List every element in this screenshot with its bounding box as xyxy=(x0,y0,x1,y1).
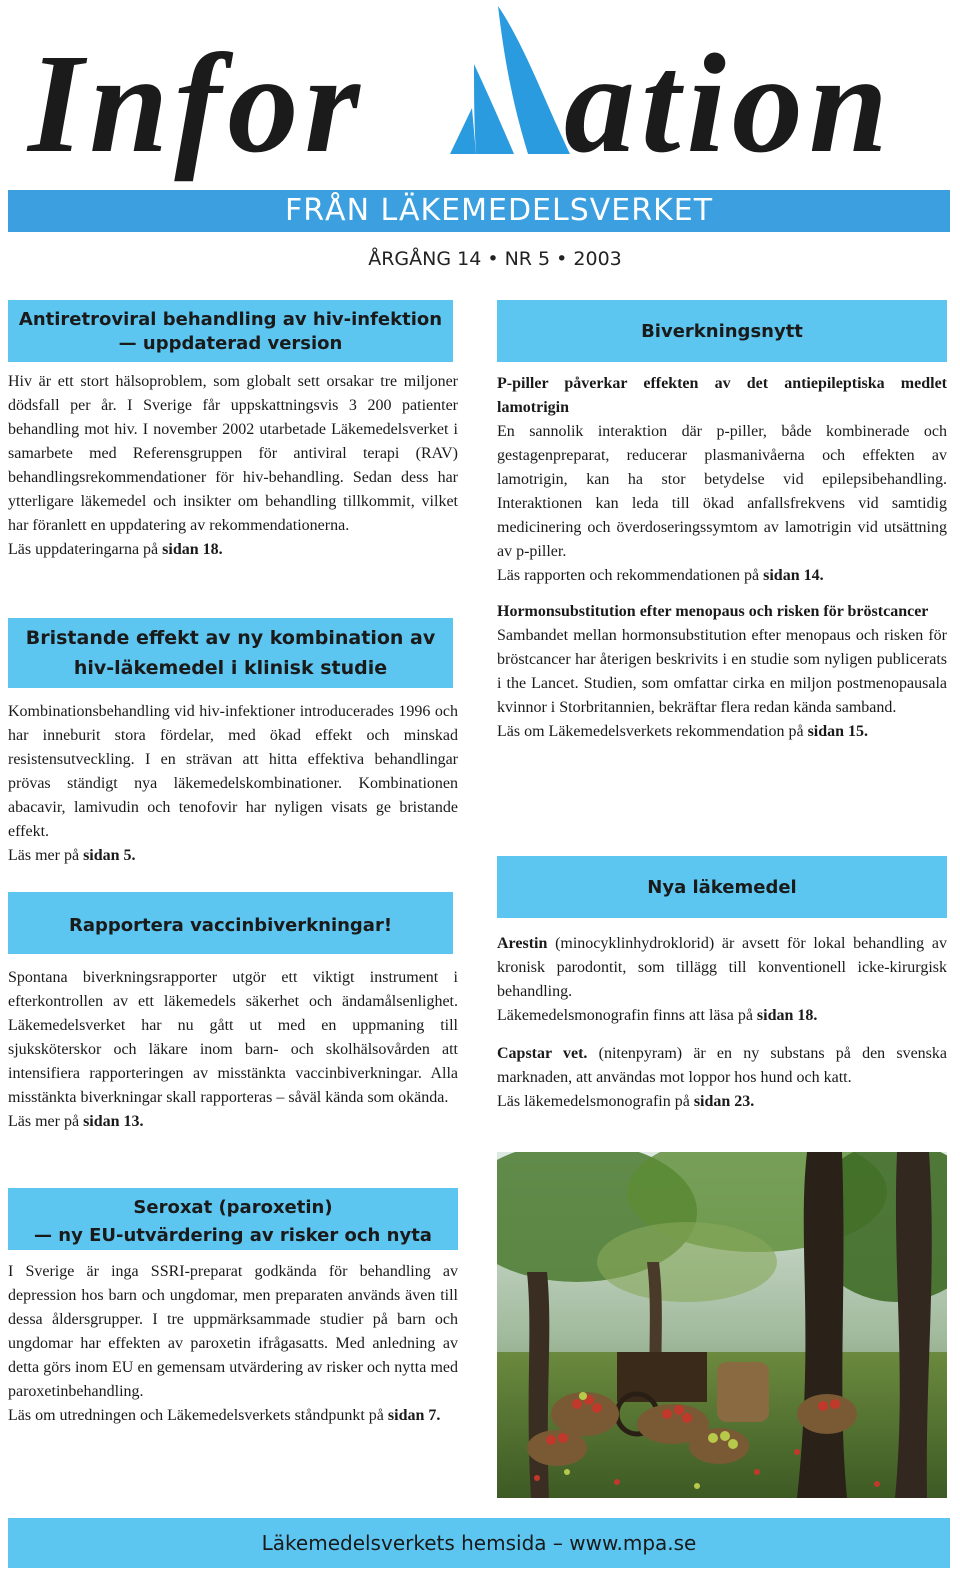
news-item-heading: Hormonsubstitution efter menopaus och risken för bröstcancer xyxy=(497,603,929,620)
article-title-line2: — ny EU-utvärdering av risker och nyta xyxy=(34,1225,432,1246)
article-body xyxy=(8,370,458,562)
drug-item xyxy=(497,932,947,1028)
page-ref-text: Läs mer på xyxy=(8,1113,84,1130)
news-item-heading: P-piller påverkar effekten av det antiepileptiska medlet lamotrigin xyxy=(497,375,947,416)
masthead xyxy=(0,0,960,190)
page-ref-text: Läs om utredningen och Läkemedelsverkets ståndpunkt på xyxy=(8,1407,388,1424)
issue-line: ÅRGÅNG 14 • NR 5 • 2003 xyxy=(368,248,622,270)
page-ref-link[interactable]: sidan 14. xyxy=(763,567,824,584)
section-nya-lakemedel xyxy=(497,856,947,1114)
page-ref-link[interactable]: sidan 18. xyxy=(756,1007,818,1024)
news-item-body: Sambandet mellan hormonsubstitution efter menopaus och risken för bröstcancer har återigen beskrivits i en studie som nyligen publicerats i the Lancet. Studien, som omfattar cirka en miljon postmenopausala kvinnor i Storbritannien, bekräftar flera redan kända samband. xyxy=(497,627,947,716)
page-ref-link[interactable]: sidan 7. xyxy=(387,1407,441,1424)
page-ref-link[interactable]: sidan 23. xyxy=(693,1093,755,1110)
page-ref-link[interactable]: sidan 15. xyxy=(807,723,869,740)
article-title-line2: hiv-läkemedel i klinisk studie xyxy=(73,657,388,679)
footer-website[interactable]: Läkemedelsverkets hemsida – www.mpa.se xyxy=(261,1531,697,1555)
section-title-box xyxy=(497,856,947,918)
page-ref-text: Läs om Läkemedelsverkets rekommendation på xyxy=(497,723,808,740)
drug-name: Capstar vet. xyxy=(497,1045,588,1062)
article-title-box xyxy=(8,618,453,688)
news-item xyxy=(497,372,947,588)
article-title-box xyxy=(8,1188,458,1250)
drug-description: (minocyklinhydroklorid) är avsett för lokal behandling av kronisk parodontit, som tillägg till konventionell icke-kirurgisk behandling. xyxy=(497,935,947,1000)
article-body xyxy=(8,1260,458,1428)
article-title-box xyxy=(8,892,453,954)
page-ref-text: Läs mer på xyxy=(8,847,84,864)
drug-description: (nitenpyram) är en ny substans på den svenska marknaden, att användas mot loppor hos hund och katt. xyxy=(497,1045,948,1086)
article-body xyxy=(8,700,458,868)
page-ref-text: Läs uppdateringarna på xyxy=(8,541,163,558)
logo xyxy=(28,24,948,182)
section-title-box xyxy=(497,300,947,362)
article-body-text: I Sverige är inga SSRI-preparat godkända för behandling av depression hos barn och ungdomar, men preparaten används även till dessa åldersgrupper. I tre uppmärksammade studier på barn och ungdomar har effekten av paroxetin ifrågasatts. Med anledning av detta görs inom EU en gemensam utvärdering av risker och nytta med paroxetinbehandling. xyxy=(8,1263,458,1400)
page-ref-link[interactable]: sidan 18. xyxy=(162,541,223,558)
news-item xyxy=(497,600,947,744)
article-body-text: Spontana biverkningsrapporter utgör ett viktigt instrument i efterkontrollen av ett läkemedels säkerhet och ändamålsenlighet. Läkemedelsverket har nu gått ut med en uppmaning till sjuksköterskor och läkare inom barn- och skolhälsovården att intensifiera rapporteringen av misstänkta vaccinbiverkningar. Alla misstänkta biverkningar skall rapporteras – såväl kända som okända. xyxy=(8,969,458,1106)
drug-item xyxy=(497,1042,947,1114)
drug-name: Arestin xyxy=(497,935,548,952)
orchard-photo-image xyxy=(497,1152,947,1498)
logo-text-left: Infor xyxy=(28,24,366,182)
section-title: Biverkningsnytt xyxy=(641,321,803,342)
article-title: Rapportera vaccinbiverkningar! xyxy=(68,915,393,936)
article-body xyxy=(8,966,458,1134)
subtitle: FRÅN LÄKEMEDELSVERKET xyxy=(284,193,714,228)
article-body-text: Kombinationsbehandling vid hiv-infektioner introducerades 1996 och har inneburit stora fördelar, med ökad effekt och minskad resistensutveckling. I en strävan att hitta effektiva behandlingar prövas ständigt nya läkemedelskombinationer. Kombinationen abacavir, lamivudin och tenofovir har nyligen visats ge bristande effekt. xyxy=(8,703,458,840)
logo-text-right: ation xyxy=(564,24,894,182)
section-biverkningsnytt xyxy=(497,300,947,744)
article-seroxat xyxy=(8,1188,458,1428)
article-antiretroviral xyxy=(8,300,458,562)
page-ref-link[interactable]: sidan 5. xyxy=(83,847,136,864)
article-title-line1: Antiretroviral behandling av hiv-infektion xyxy=(18,309,443,330)
subtitle-banner xyxy=(8,190,950,232)
article-bristande-effekt xyxy=(8,618,458,868)
page-ref-link[interactable]: sidan 13. xyxy=(83,1113,144,1130)
page-ref-text: Läs rapporten och rekommendationen på xyxy=(497,567,764,584)
news-item-body: En sannolik interaktion där p-piller, både kombinerade och gestagenpreparat, reducerar plasmanivåerna och effekten av lamotrigin, kan ha stor betydelse vid epilepsibehandling. Interaktionen kan leda till ökad anfallsfrekvens vid samtidig medicinering och överdoseringssymtom av lamotrigin vid utsättning av p-piller. xyxy=(497,423,947,560)
page-ref-text: Läs läkemedelsmonografin på xyxy=(497,1093,694,1110)
article-body-text: Hiv är ett stort hälsoproblem, som globalt sett orsakar tre miljoner dödsfall per år. I Sverige får uppskattningsvis 3 200 patienter behandling mot hiv. I november 2002 utarbetade Läkemedelsverket i samarbete med Referensgruppen för antiviral terapi (RAV) behandlingsrekommendationer för hiv-behandling. Sedan dess har ytterligare läkemedel och insikter om behandling tillkommit, vilket har föranlett en uppdatering av rekommendationerna. xyxy=(8,373,458,534)
section-title: Nya läkemedel xyxy=(647,877,797,898)
page-ref-text: Läkemedelsmonografin finns att läsa på xyxy=(497,1007,757,1024)
article-title-line1: Bristande effekt av ny kombination av xyxy=(25,627,436,649)
article-title-line1: Seroxat (paroxetin) xyxy=(133,1197,333,1218)
article-title-line2: — uppdaterad version xyxy=(118,333,343,354)
article-title-box xyxy=(8,300,453,362)
footer-banner xyxy=(8,1518,950,1568)
orchard-photo xyxy=(497,1152,947,1498)
article-vaccinbiverkningar xyxy=(8,892,458,1134)
